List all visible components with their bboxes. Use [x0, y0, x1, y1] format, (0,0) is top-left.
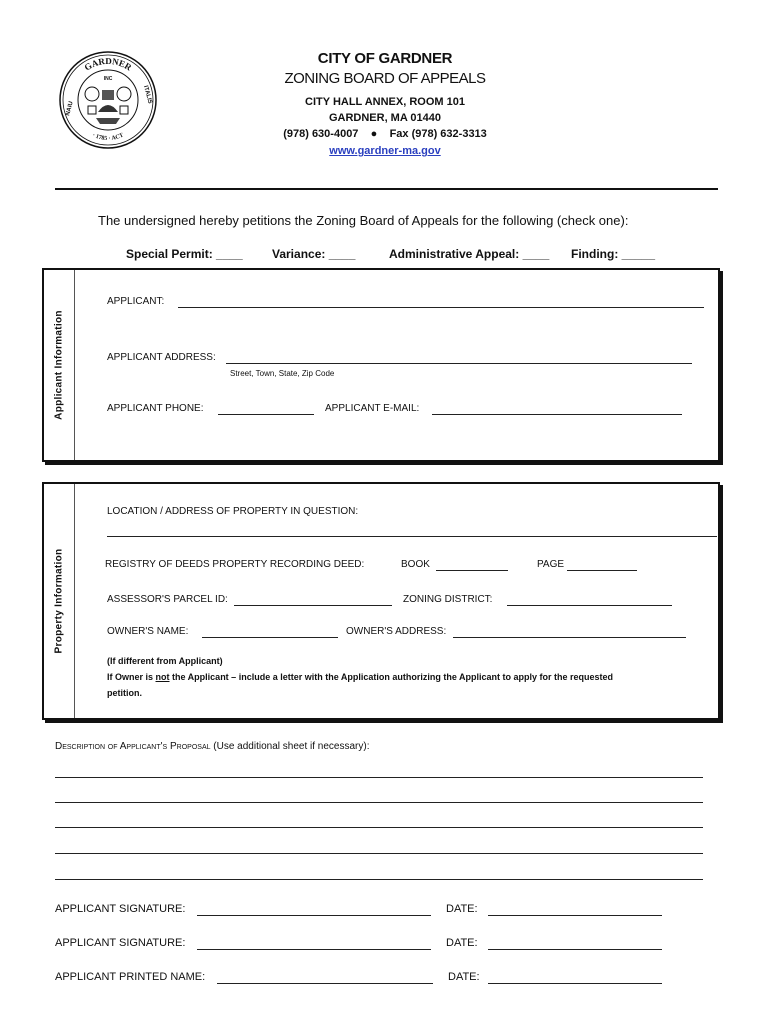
- applicant-signature-2-label: APPLICANT SIGNATURE:: [55, 937, 186, 949]
- city-title: CITY OF GARDNER: [317, 50, 453, 67]
- description-line-3[interactable]: [55, 827, 703, 828]
- applicant-address-label: APPLICANT ADDRESS:: [107, 352, 216, 363]
- address-hint: Street, Town, State, Zip Code: [230, 369, 335, 378]
- owner-name-field[interactable]: [202, 637, 338, 638]
- book-field[interactable]: [436, 570, 508, 571]
- description-label: Description of Applicant's Proposal (Use additional sheet if necessary):: [55, 741, 370, 752]
- fax-number: Fax (978) 632-3313: [389, 128, 487, 140]
- applicant-field[interactable]: [178, 307, 704, 308]
- location-label: LOCATION / ADDRESS OF PROPERTY IN QUESTION:: [107, 506, 359, 517]
- description-line-2[interactable]: [55, 802, 703, 803]
- date-2-label: DATE:: [446, 937, 478, 949]
- date-1-label: DATE:: [446, 903, 478, 915]
- city-seal: [58, 50, 158, 150]
- applicant-signature-1-field[interactable]: [197, 915, 431, 916]
- description-line-5[interactable]: [55, 879, 703, 880]
- seal-inner-text: INC: [103, 76, 113, 82]
- description-line-4[interactable]: [55, 853, 703, 854]
- property-sidebar: [44, 484, 75, 718]
- not-emphasis: not: [155, 671, 170, 682]
- seal-ring-text: GARDNER: [82, 55, 134, 73]
- property-sidebar-label: Property Information: [53, 548, 65, 654]
- applicant-sidebar: [44, 270, 75, 460]
- address-line-2: GARDNER, MA 01440: [328, 112, 442, 124]
- zoning-district-label: ZONING DISTRICT:: [403, 594, 493, 605]
- phone-number: (978) 630-4007: [283, 128, 359, 140]
- applicant-label: APPLICANT:: [107, 296, 165, 307]
- property-information-section: [42, 482, 720, 720]
- date-1-field[interactable]: [488, 915, 662, 916]
- applicant-address-field[interactable]: [226, 363, 692, 364]
- applicant-signature-1-label: APPLICANT SIGNATURE:: [55, 903, 186, 915]
- variance-check[interactable]: Variance: ____: [272, 247, 356, 261]
- header-divider: [55, 188, 718, 190]
- applicant-email-label: APPLICANT E-MAIL:: [325, 403, 420, 414]
- applicant-printed-name-label: APPLICANT PRINTED NAME:: [55, 971, 206, 983]
- applicant-sidebar-label: Applicant Information: [53, 310, 65, 420]
- registry-label: REGISTRY OF DEEDS PROPERTY RECORDING DEED:: [105, 559, 365, 570]
- owner-note: [107, 654, 707, 701]
- zoning-district-field[interactable]: [507, 605, 672, 606]
- owner-note-line-2: If Owner is not the Applicant – include a letter with the Application authorizing the Applicant to apply for the requested: [107, 671, 614, 682]
- special-permit-check[interactable]: Special Permit: ____: [126, 247, 243, 261]
- finding-check[interactable]: Finding: _____: [571, 247, 656, 261]
- svg-text:· 1785 · ACT: [91, 133, 124, 143]
- date-3-label: DATE:: [448, 971, 480, 983]
- parcel-label: ASSESSOR'S PARCEL ID:: [107, 594, 228, 605]
- applicant-phone-field[interactable]: [218, 414, 314, 415]
- date-2-field[interactable]: [488, 949, 662, 950]
- description-line-1[interactable]: [55, 777, 703, 778]
- parcel-field[interactable]: [234, 605, 392, 606]
- seal-bottom-text: · 1785 · ACT: [91, 132, 125, 143]
- admin-appeal-check[interactable]: Administrative Appeal: ____: [389, 247, 550, 261]
- applicant-phone-label: APPLICANT PHONE:: [107, 403, 204, 414]
- book-label: BOOK: [401, 559, 430, 570]
- applicant-printed-name-field[interactable]: [217, 983, 433, 984]
- page-field[interactable]: [567, 570, 637, 571]
- location-field[interactable]: [107, 536, 717, 537]
- contact-line: [200, 128, 570, 141]
- owner-name-label: OWNER'S NAME:: [107, 626, 189, 637]
- intro-text: The undersigned hereby petitions the Zoning Board of Appeals for the following (check one):: [98, 213, 629, 228]
- page-label: PAGE: [537, 559, 565, 570]
- applicant-signature-2-field[interactable]: [197, 949, 431, 950]
- seal-left-text: NAIU: [65, 100, 75, 117]
- website-link[interactable]: www.gardner-ma.gov: [329, 145, 441, 157]
- owner-note-line-3: petition.: [107, 687, 142, 698]
- seal-right-text: ITALIS: [142, 84, 153, 105]
- owner-address-label: OWNER'S ADDRESS:: [346, 626, 447, 637]
- board-title: ZONING BOARD OF APPEALS: [284, 70, 486, 87]
- date-3-field[interactable]: [488, 983, 662, 984]
- applicant-email-field[interactable]: [432, 414, 682, 415]
- address-line-1: CITY HALL ANNEX, ROOM 101: [305, 96, 465, 108]
- bullet-icon: ●: [370, 128, 378, 140]
- owner-note-line-1: (If different from Applicant): [107, 656, 223, 666]
- owner-address-field[interactable]: [453, 637, 686, 638]
- applicant-information-section: [42, 268, 720, 462]
